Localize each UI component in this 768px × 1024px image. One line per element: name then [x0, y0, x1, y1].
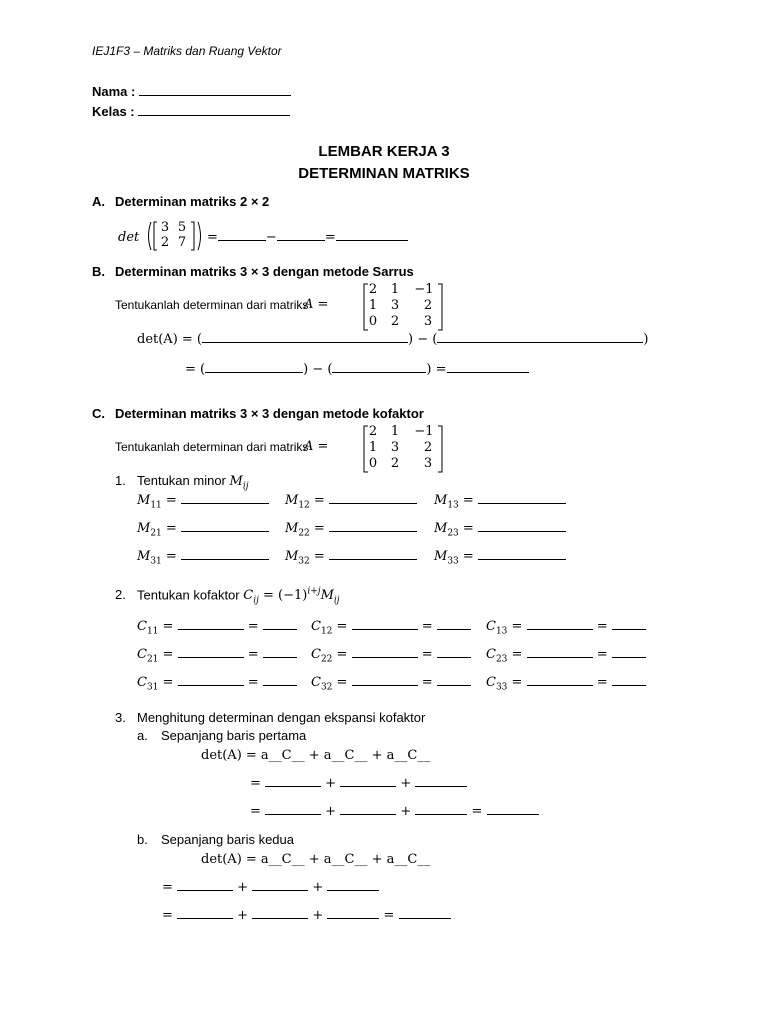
blank[interactable]	[415, 804, 467, 815]
blank[interactable]	[527, 675, 593, 686]
sub-b-text: Sepanjang baris kedua	[161, 832, 294, 847]
expansion-row-2-line-3: = + + =	[162, 908, 451, 923]
blank[interactable]	[202, 332, 408, 343]
section-b-prompt: Tentukanlah determinan dari matriks	[115, 298, 309, 312]
sub-a-letter: a.	[137, 728, 148, 743]
step-3-text: Menghitung determinan dengan ekspansi kofaktor	[137, 710, 426, 725]
blank[interactable]	[447, 362, 529, 373]
cofactor-row-3: $C_{32}$ = =	[311, 675, 471, 693]
section-a-heading: Determinan matriks 2 × 2	[115, 194, 270, 209]
matrix-cell: −1	[414, 282, 434, 297]
blank[interactable]	[327, 908, 379, 919]
blank[interactable]	[181, 549, 269, 560]
matrix-cell: 0	[368, 314, 378, 329]
matrix-cell: 2	[368, 282, 378, 297]
section-a-equation: = − =	[207, 230, 408, 245]
matrix-a-cell: 5	[177, 220, 187, 235]
blank[interactable]	[327, 880, 379, 891]
blank[interactable]	[352, 619, 418, 630]
blank[interactable]	[437, 619, 471, 630]
blank[interactable]	[329, 521, 417, 532]
blank[interactable]	[340, 776, 396, 787]
minor-row-3: $M_{31}$ =	[137, 549, 269, 567]
matrix-3x3-sarrus	[362, 282, 444, 332]
cofactor-row-1: $C_{12}$ = =	[311, 619, 471, 637]
blank[interactable]	[181, 521, 269, 532]
minor-row-1: $M_{12}$ =	[285, 493, 417, 511]
blank[interactable]	[478, 549, 566, 560]
matrix-a-label: A =	[304, 297, 329, 312]
blank[interactable]	[263, 619, 297, 630]
matrix-a-cell: 7	[177, 235, 187, 250]
blank[interactable]	[612, 647, 646, 658]
minor-row-3: $M_{32}$ =	[285, 549, 417, 567]
step-1-text: Tentukan minor	[137, 473, 226, 488]
blank[interactable]	[265, 776, 321, 787]
matrix-cell: 2	[368, 424, 378, 439]
sarrus-line-2: = ( ) − ( ) =	[185, 362, 529, 377]
det-symbol: det	[118, 230, 140, 245]
blank[interactable]	[527, 647, 593, 658]
matrix-a-label: A =	[304, 439, 329, 454]
minor-row-3: $M_{33}$ =	[434, 549, 566, 567]
minus-sign: ) − (	[408, 332, 438, 347]
class-blank[interactable]	[138, 105, 290, 116]
matrix-cell: 3	[423, 456, 433, 471]
blank[interactable]	[177, 880, 233, 891]
matrix-a-cell: 3	[160, 220, 170, 235]
blank[interactable]	[437, 647, 471, 658]
blank[interactable]	[329, 549, 417, 560]
blank[interactable]	[218, 230, 266, 241]
worksheet-title: LEMBAR KERJA 3	[318, 143, 450, 160]
blank[interactable]	[437, 675, 471, 686]
blank[interactable]	[612, 675, 646, 686]
minor-row-1: $M_{13}$ =	[434, 493, 566, 511]
matrix-cell: 1	[368, 440, 378, 455]
blank[interactable]	[177, 908, 233, 919]
blank[interactable]	[277, 230, 325, 241]
sub-b-letter: b.	[137, 832, 148, 847]
cofactor-row-1: $C_{13}$ = =	[486, 619, 646, 637]
sarrus-line-1	[137, 332, 648, 347]
worksheet-subtitle: DETERMINAN MATRIKS	[298, 165, 470, 182]
section-a-letter: A.	[92, 194, 105, 209]
matrix-cell: −1	[414, 424, 434, 439]
cofactor-row-2: $C_{23}$ = =	[486, 647, 646, 665]
blank[interactable]	[352, 675, 418, 686]
blank[interactable]	[265, 804, 321, 815]
blank[interactable]	[178, 675, 244, 686]
close-paren: )	[643, 332, 649, 347]
class-field	[92, 104, 290, 119]
step-2	[137, 587, 340, 606]
section-c-letter: C.	[92, 406, 105, 421]
cofactor-row-2: $C_{21}$ = =	[137, 647, 297, 665]
minor-row-2: $M_{23}$ =	[434, 521, 566, 539]
blank[interactable]	[437, 332, 643, 343]
name-label: Nama :	[92, 84, 136, 99]
matrix-cell: 1	[390, 282, 400, 297]
matrix-3x3-kofaktor	[362, 424, 444, 474]
cofactor-row-2: $C_{22}$ = =	[311, 647, 471, 665]
blank[interactable]	[263, 675, 297, 686]
blank[interactable]	[352, 647, 418, 658]
matrix-cell: 0	[368, 456, 378, 471]
matrix-cell: 3	[390, 440, 400, 455]
blank[interactable]	[181, 493, 269, 504]
matrix-cell: 3	[423, 314, 433, 329]
blank[interactable]	[612, 619, 646, 630]
blank[interactable]	[478, 521, 566, 532]
step-2-num: 2.	[115, 587, 126, 602]
name-blank[interactable]	[139, 85, 291, 96]
matrix-a-cell: 2	[160, 235, 170, 250]
matrix-cell: 2	[423, 440, 433, 455]
minor-row-1: $M_{11}$ =	[137, 493, 269, 511]
section-b-letter: B.	[92, 264, 105, 279]
blank[interactable]	[178, 647, 244, 658]
expansion-row-1-line-3: = + + =	[250, 804, 539, 819]
cofactor-row-3: $C_{33}$ = =	[486, 675, 646, 693]
blank[interactable]	[252, 880, 308, 891]
blank[interactable]	[205, 362, 303, 373]
cofactor-row-1: $C_{11}$ = =	[137, 619, 297, 637]
section-b-heading: Determinan matriks 3 × 3 dengan metode Sarrus	[115, 264, 414, 279]
blank[interactable]	[527, 619, 593, 630]
matrix-cell: 3	[390, 298, 400, 313]
step-1	[137, 473, 249, 492]
step-2-text: Tentukan kofaktor	[137, 587, 240, 603]
step-1-num: 1.	[115, 473, 126, 488]
expansion-row-2-line-2: = + +	[162, 880, 379, 895]
expansion-row-1-line-1: det(A) = a__C__ + a__C__ + a__C__	[201, 748, 431, 763]
step-3-num: 3.	[115, 710, 126, 725]
expansion-row-2-line-1: det(A) = a__C__ + a__C__ + a__C__	[201, 852, 431, 867]
section-c-prompt: Tentukanlah determinan dari matriks	[115, 440, 309, 454]
blank[interactable]	[252, 908, 308, 919]
blank[interactable]	[332, 362, 426, 373]
class-label: Kelas :	[92, 104, 135, 119]
course-header: IEJ1F3 – Matriks dan Ruang Vektor	[92, 44, 282, 58]
matrix-cell: 1	[390, 424, 400, 439]
section-c-heading: Determinan matriks 3 × 3 dengan metode kofaktor	[115, 406, 424, 421]
minor-symbol: $M_{ij}$	[229, 474, 249, 492]
det-a-label: det(A) = (	[137, 332, 202, 347]
matrix-cell: 2	[390, 314, 400, 329]
sub-a-text: Sepanjang baris pertama	[161, 728, 307, 743]
matrix-cell: 2	[423, 298, 433, 313]
cofactor-row-3: $C_{31}$ = =	[137, 675, 297, 693]
minor-row-2: $M_{22}$ =	[285, 521, 417, 539]
blank[interactable]	[263, 647, 297, 658]
cofactor-formula: $C_{ij} = (-1)^{i+j}M_{ij}$	[243, 587, 340, 606]
minor-row-2: $M_{21}$ =	[137, 521, 269, 539]
blank[interactable]	[487, 804, 539, 815]
blank[interactable]	[329, 493, 417, 504]
name-field	[92, 84, 291, 99]
expansion-row-1-line-2: = + +	[250, 776, 467, 791]
matrix-cell: 2	[390, 456, 400, 471]
matrix-2x2	[145, 220, 205, 252]
blank[interactable]	[340, 804, 396, 815]
blank[interactable]	[178, 619, 244, 630]
blank[interactable]	[415, 776, 467, 787]
blank[interactable]	[478, 493, 566, 504]
matrix-cell: 1	[368, 298, 378, 313]
blank[interactable]	[336, 230, 408, 241]
blank[interactable]	[399, 908, 451, 919]
